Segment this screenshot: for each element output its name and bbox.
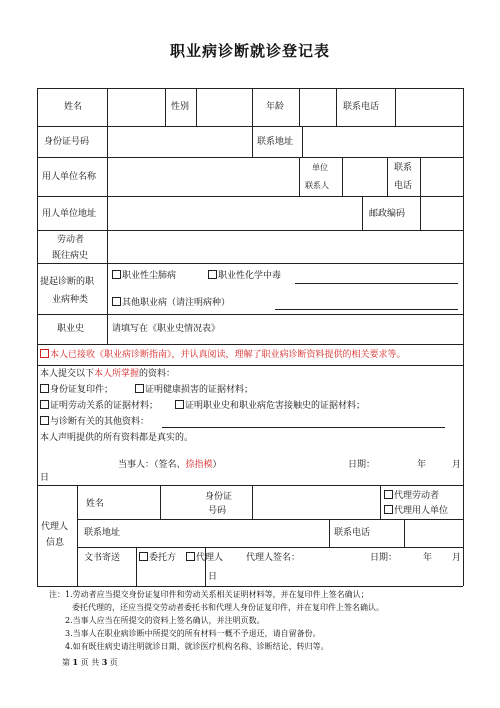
label-agent-id-line2: 号码 — [208, 506, 227, 516]
submit-materials-line: 本人提交以下本人所掌握的资料： — [40, 369, 176, 379]
party-date-label: 日期： — [348, 460, 376, 470]
declaration-received-guide[interactable]: 本人已接收《职业病诊断指南》，并认真阅读，理解了职业病诊断资料提供的相关要求等。 — [40, 349, 406, 361]
party-signature-label: 当事人：（签名、捺指模） — [118, 460, 222, 470]
agent-date-label: 日期： — [370, 553, 398, 563]
agent-date-year: 年 — [423, 553, 433, 563]
checkbox-icon[interactable] — [186, 552, 195, 561]
label-phone: 联系电话 — [343, 102, 380, 112]
party-date-year: 年 — [417, 460, 427, 470]
agent-date-month: 月 — [452, 553, 462, 563]
option-pneumoconiosis[interactable]: 职业性尘肺病 — [112, 270, 176, 282]
label-contact-phone-line1: 联系 — [394, 163, 413, 173]
label-occupational-history: 职业史 — [57, 324, 85, 334]
page-number: 第 1 页 共 3 页 — [62, 657, 118, 667]
label-agent-signature: 代理人签名： — [246, 553, 301, 563]
label-gender: 性别 — [171, 102, 190, 112]
label-name: 姓名 — [64, 102, 83, 112]
label-address: 联系地址 — [257, 137, 294, 147]
checkbox-icon[interactable] — [208, 270, 217, 279]
truth-statement: 本人声明提供的所有资料都是真实的。 — [40, 433, 194, 443]
option-agent-worker[interactable]: 代理劳动者 — [384, 490, 439, 502]
label-agent-name: 姓名 — [86, 499, 105, 509]
note-line: 注：1.劳动者应当提交身份证复印件和劳动关系相关证明材料等，并在复印件上签名确认； — [49, 590, 369, 599]
checkbox-icon[interactable] — [112, 297, 121, 306]
label-disease-type-line2: 业病种类 — [52, 295, 89, 305]
party-date-day: 日 — [40, 473, 50, 483]
label-agent-id-line1: 身份证 — [205, 492, 233, 502]
option-mail-to-agent[interactable]: 代理人 — [186, 552, 223, 564]
checkbox-icon[interactable] — [40, 384, 49, 393]
label-contact-phone-line2: 电话 — [394, 181, 413, 191]
label-unit-contact-line2: 联系人 — [305, 181, 329, 190]
option-other-materials[interactable]: 与诊断有关的其他资料： — [40, 416, 149, 428]
option-labor-relation-proof[interactable]: 证明劳动关系的证据材料； — [40, 400, 158, 412]
label-employer-name: 用人单位名称 — [42, 172, 97, 182]
label-employer-address: 用人单位地址 — [42, 209, 97, 219]
party-date-month: 月 — [452, 460, 462, 470]
option-health-damage-proof[interactable]: 证明健康损害的证据材料； — [135, 384, 253, 396]
checkbox-icon[interactable] — [135, 384, 144, 393]
option-id-copy[interactable]: 身份证复印件； — [40, 384, 113, 396]
option-other-disease[interactable]: 其他职业病（请注明病种） — [112, 297, 230, 309]
label-agent: 代理人 — [41, 522, 69, 532]
label-document-mailing: 文书寄送 — [84, 553, 121, 563]
label-unit-contact-line1: 单位 — [312, 163, 328, 172]
fill-line — [275, 309, 458, 310]
checkbox-icon[interactable] — [384, 505, 393, 514]
agent-date-day: 日 — [208, 572, 218, 582]
fill-line — [295, 283, 458, 284]
checkbox-icon[interactable] — [40, 349, 49, 358]
page-title: 职业病诊断就诊登记表 — [169, 42, 330, 60]
fill-line — [162, 427, 445, 428]
label-agent-address: 联系地址 — [84, 528, 121, 538]
checkbox-icon[interactable] — [139, 552, 148, 561]
label-worker: 劳动者 — [57, 235, 85, 245]
label-medical-history: 既往病史 — [52, 251, 89, 261]
option-mail-to-client[interactable]: 委托方 — [139, 552, 176, 564]
checkbox-icon[interactable] — [384, 490, 393, 499]
checkbox-icon[interactable] — [40, 416, 49, 425]
checkbox-icon[interactable] — [112, 270, 121, 279]
checkbox-icon[interactable] — [40, 400, 49, 409]
note-line: 2.当事人应当在所提交的资料上签名确认，并注明页数。 — [65, 616, 265, 625]
note-line: 4.如有既往病史请注明就诊日期、就诊医疗机构名称、诊断结论、转归等。 — [65, 642, 329, 651]
note-line: 3.当事人在职业病诊断中所提交的所有材料一概不予退还，请自留备份。 — [65, 629, 321, 638]
label-disease-type-line1: 提起诊断的职 — [40, 277, 95, 287]
label-id-number: 身份证号码 — [44, 137, 90, 147]
label-age: 年龄 — [266, 102, 285, 112]
label-postcode: 邮政编码 — [369, 209, 406, 219]
occupational-history-note: 请填写在《职业史情况表》 — [112, 324, 221, 334]
option-chemical-poisoning[interactable]: 职业性化学中毒 — [208, 270, 281, 282]
label-agent-info: 信息 — [46, 538, 65, 548]
checkbox-icon[interactable] — [175, 400, 184, 409]
label-agent-phone: 联系电话 — [334, 528, 371, 538]
option-exposure-history-proof[interactable]: 证明职业史和职业病危害接触史的证据材料； — [175, 400, 365, 412]
option-agent-employer[interactable]: 代理用人单位 — [384, 505, 448, 517]
note-line: 委托代理的，还应当提交劳动者委托书和代理人身份证复印件，并在复印件上签名确认。 — [72, 603, 384, 612]
